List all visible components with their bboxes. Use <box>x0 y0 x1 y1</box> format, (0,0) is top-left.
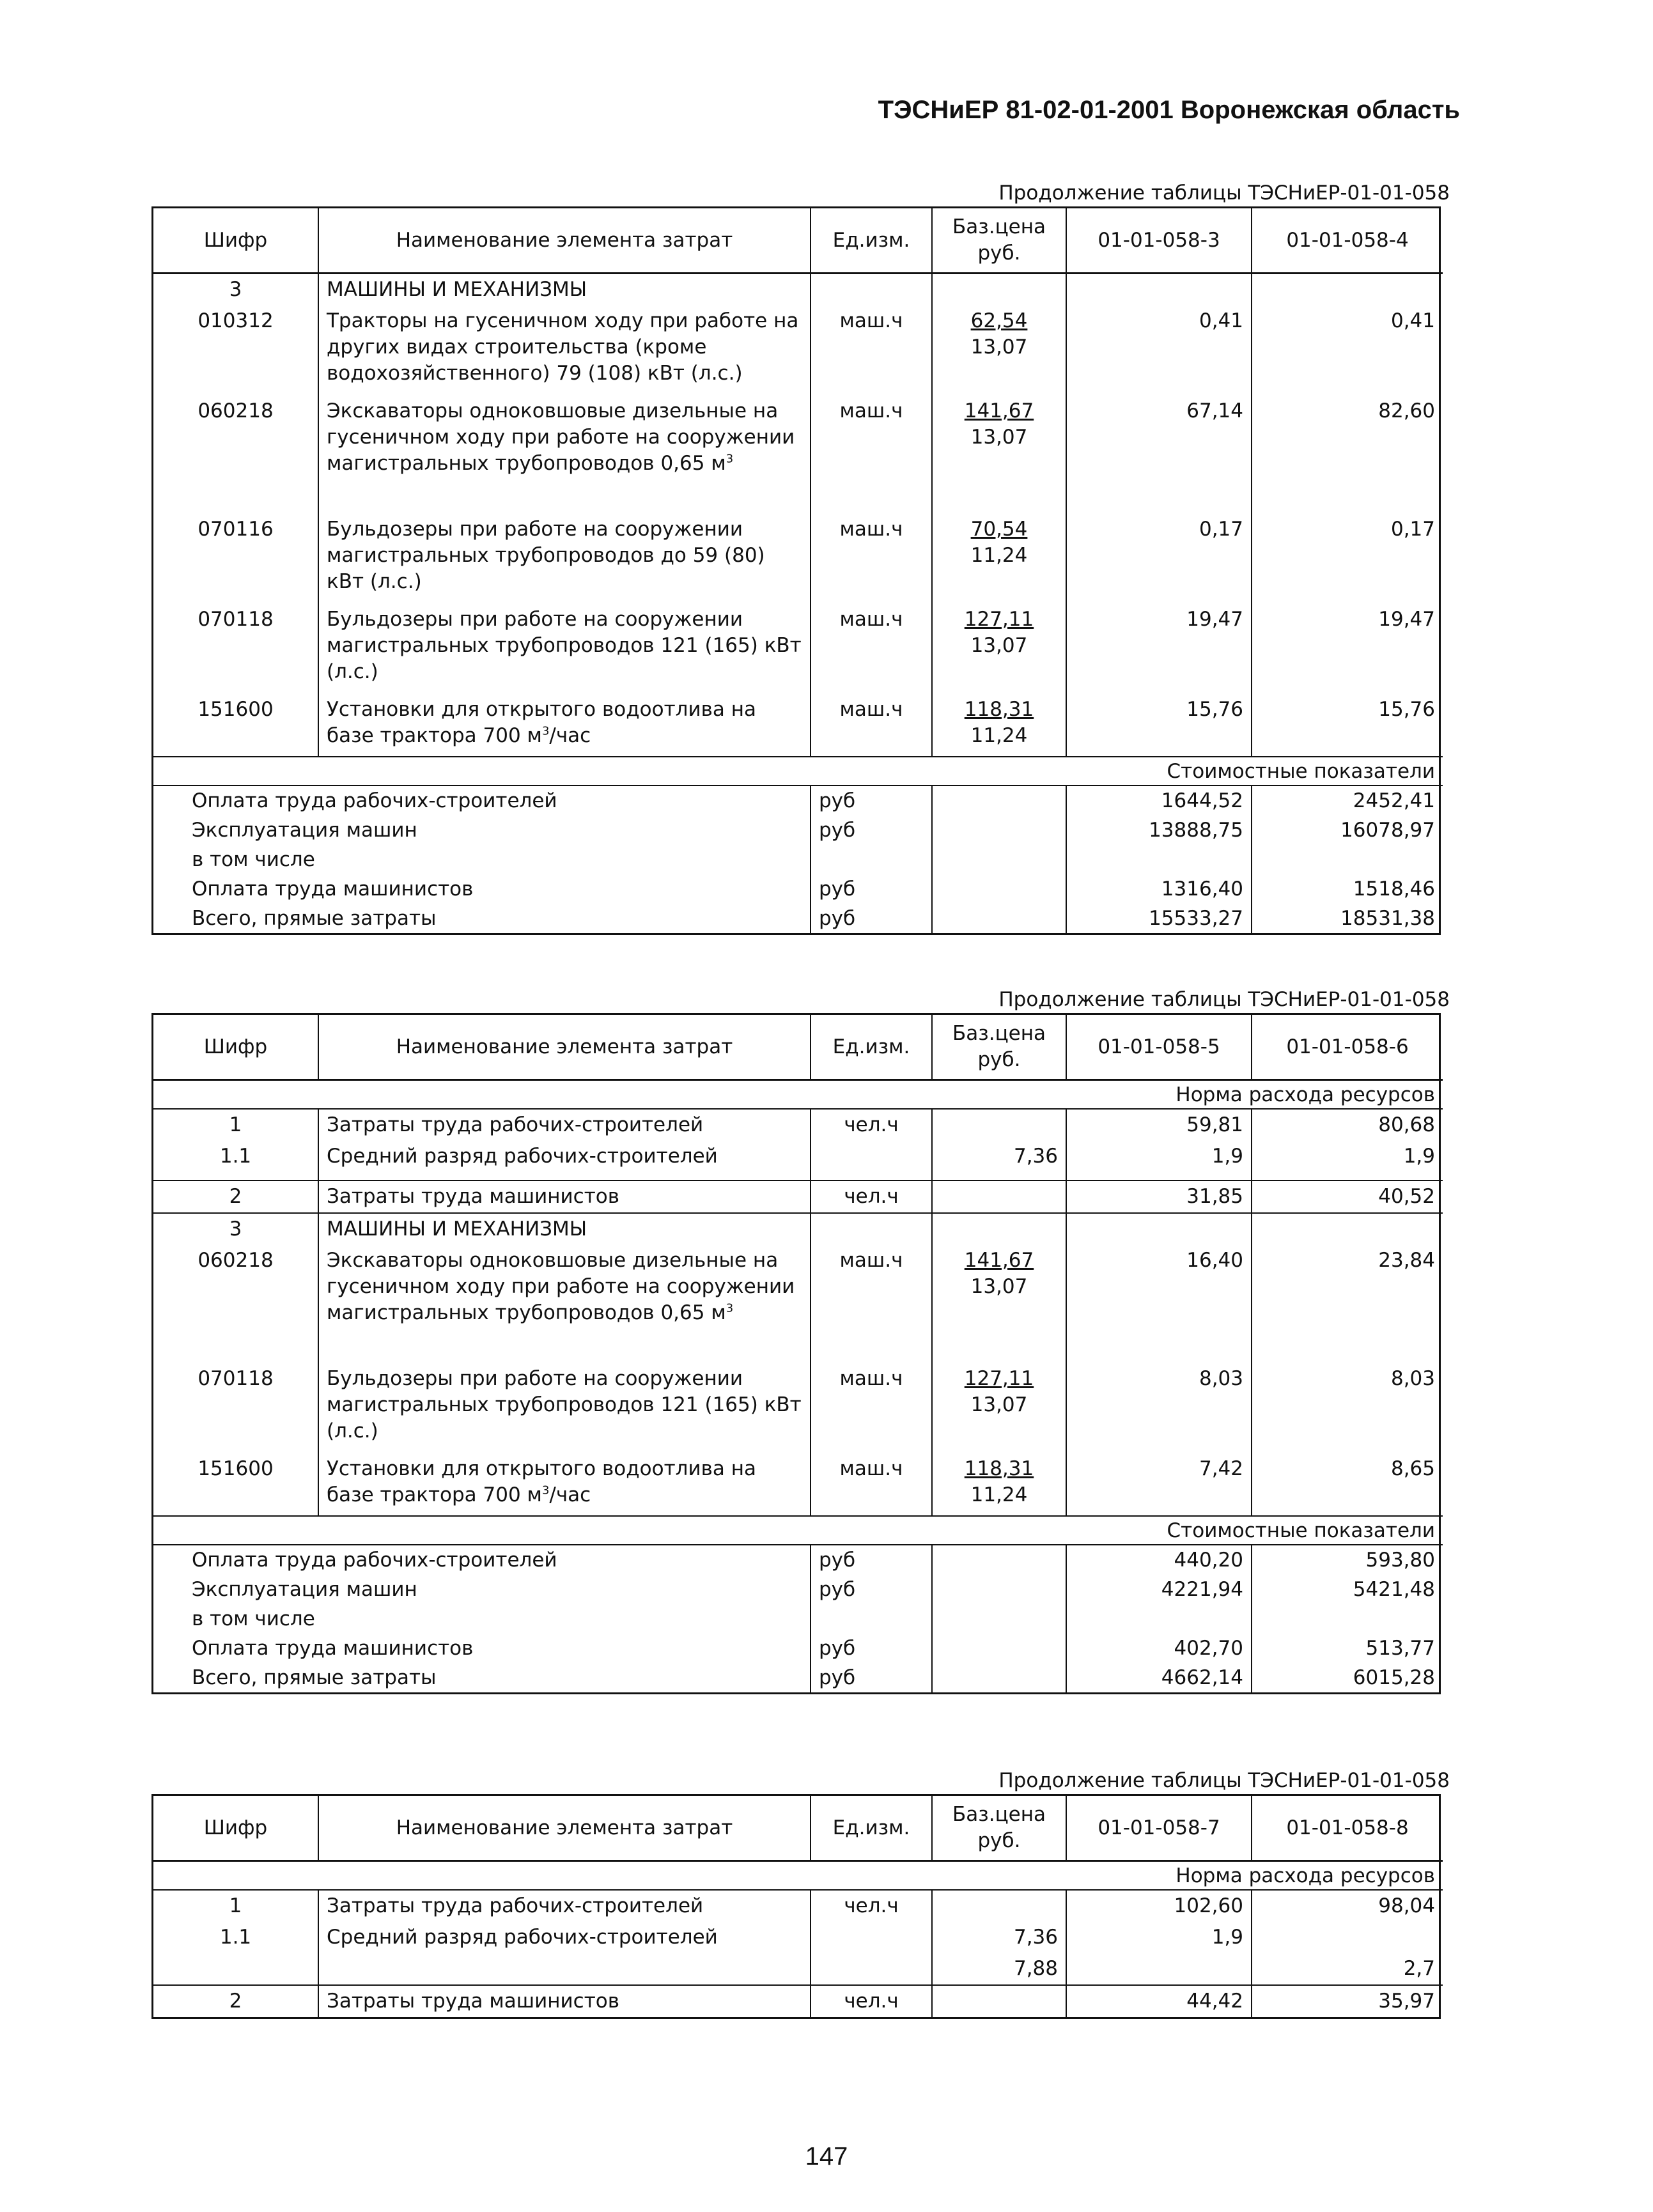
col-b-header: 01-01-058-4 <box>1252 208 1443 274</box>
norm-band-label: Норма расхода ресурсов <box>153 1861 1443 1891</box>
row-price: 7,36 <box>932 1922 1066 1953</box>
row-price: 141,67 13,07 <box>932 396 1066 514</box>
row-value-a: 44,42 <box>1066 1985 1252 2017</box>
summary-unit: руб <box>811 904 932 933</box>
summary-value-b: 18531,38 <box>1252 904 1443 933</box>
row-value-a <box>1066 1953 1252 1985</box>
row-name: Установки для открытого водоотлива на базе трактора 700 $м^3$/час <box>318 1453 811 1516</box>
row-value-b: 23,84 <box>1252 1245 1443 1363</box>
row-value-a: 67,14 <box>1066 396 1252 514</box>
summary-row <box>153 1545 1443 1575</box>
row-value-a: 0,41 <box>1066 306 1252 396</box>
col-code-header: Шифр <box>153 1015 318 1080</box>
row-unit: маш.ч <box>811 396 932 514</box>
col-b-header: 01-01-058-8 <box>1252 1796 1443 1861</box>
section-code: 3 <box>153 1213 318 1245</box>
table-header-row <box>153 1796 1443 1861</box>
summary-value-a: 15533,27 <box>1066 904 1252 933</box>
summary-value-a: 4662,14 <box>1066 1663 1252 1692</box>
summary-unit: руб <box>811 1663 932 1692</box>
row-price: 62,54 13,07 <box>932 306 1066 396</box>
table-row <box>153 1453 1443 1516</box>
row-code: 070118 <box>198 608 274 631</box>
row-unit: чел.ч <box>811 1109 932 1141</box>
summary-value-b: 16078,97 <box>1252 816 1443 845</box>
row-unit: маш.ч <box>811 1363 932 1453</box>
cost-band-row <box>153 757 1443 785</box>
summary-label: в том числе <box>192 848 315 871</box>
col-a-header: 01-01-058-5 <box>1066 1015 1252 1080</box>
summary-value-a: 1316,40 <box>1066 874 1252 904</box>
table-row <box>153 396 1443 514</box>
row-unit <box>811 1953 932 1985</box>
summary-label: Всего, прямые затраты <box>192 1666 437 1689</box>
row-code: 060218 <box>198 1249 274 1272</box>
summary-row <box>153 845 1443 874</box>
table-row <box>153 514 1443 604</box>
row-price: 141,67 13,07 <box>932 1245 1066 1363</box>
summary-row <box>153 874 1443 904</box>
row-value-a: 16,40 <box>1066 1245 1252 1363</box>
row-value-a: 59,81 <box>1066 1109 1252 1141</box>
summary-label: Всего, прямые затраты <box>192 907 437 930</box>
row-name: Установки для открытого водоотлива на базе трактора 700 $м^3$/час <box>318 694 811 757</box>
row-code: 151600 <box>198 1457 274 1480</box>
row-code: 2 <box>153 1985 318 2017</box>
col-price-header: Баз.цена руб. <box>932 1015 1066 1080</box>
row-name: Затраты труда машинистов <box>318 1985 811 2017</box>
row-name: Бульдозеры при работе на сооружении магистральных трубопроводов 121 (165) кВт (л.с.) <box>318 1363 811 1453</box>
row-value-b: 35,97 <box>1252 1985 1443 2017</box>
col-unit-header: Ед.изм. <box>811 1796 932 1861</box>
table-1-caption: Продолжение таблицы ТЭСНиЕР-01-01-058 <box>998 182 1450 205</box>
summary-label: Эксплуатация машин <box>192 819 417 842</box>
row-value-a: 8,03 <box>1066 1363 1252 1453</box>
row-price: 70,54 11,24 <box>932 514 1066 604</box>
row-code: 151600 <box>198 698 274 721</box>
summary-unit: руб <box>811 1634 932 1663</box>
row-price <box>932 1180 1066 1213</box>
table-header-row <box>153 1015 1443 1080</box>
norm-band-row <box>153 1861 1443 1891</box>
col-code-header: Шифр <box>153 208 318 274</box>
summary-label: Оплата труда рабочих-строителей <box>192 1549 557 1572</box>
table-row <box>153 1890 1443 1922</box>
summary-label: Оплата труда машинистов <box>192 878 474 901</box>
col-a-header: 01-01-058-3 <box>1066 208 1252 274</box>
row-price: 118,31 11,24 <box>932 1453 1066 1516</box>
row-price <box>932 1890 1066 1922</box>
col-name-header: Наименование элемента затрат <box>318 1015 811 1080</box>
section-code: 3 <box>229 278 242 301</box>
summary-row <box>153 1575 1443 1604</box>
table-row <box>153 1985 1443 2017</box>
table-row <box>153 1180 1443 1213</box>
row-price <box>932 1109 1066 1141</box>
row-code: 2 <box>153 1180 318 1213</box>
row-value-b: 19,47 <box>1252 604 1443 694</box>
row-value-a: 1,9 <box>1066 1922 1252 1953</box>
page-number: 147 <box>805 2142 848 2170</box>
row-unit: маш.ч <box>811 694 932 757</box>
section-row <box>153 1213 1443 1245</box>
row-name: Экскаваторы одноковшовые дизельные на гусеничном ходу при работе на сооружении магистральных трубопроводов 0,65 $м^3$ <box>318 396 811 514</box>
cost-band-label: Стоимостные показатели <box>153 1516 1443 1545</box>
summary-unit: руб <box>811 785 932 816</box>
summary-row <box>153 785 1443 816</box>
row-value-b <box>1252 1922 1443 1953</box>
row-code: 010312 <box>198 309 274 332</box>
table-row <box>153 1109 1443 1141</box>
row-value-a: 15,76 <box>1066 694 1252 757</box>
table-row <box>153 604 1443 694</box>
summary-label: в том числе <box>192 1607 315 1630</box>
row-value-b: 1,9 <box>1252 1141 1443 1180</box>
section-title: МАШИНЫ И МЕХАНИЗМЫ <box>318 274 811 306</box>
summary-value-b: 593,80 <box>1252 1545 1443 1575</box>
summary-row <box>153 904 1443 933</box>
row-unit: маш.ч <box>811 514 932 604</box>
summary-value-b: 6015,28 <box>1252 1663 1443 1692</box>
row-code: 1.1 <box>219 1926 252 1949</box>
row-value-a: 19,47 <box>1066 604 1252 694</box>
table-row <box>153 306 1443 396</box>
col-unit-header: Ед.изм. <box>811 208 932 274</box>
row-name: Средний разряд рабочих-строителей <box>318 1922 811 1953</box>
row-value-a: 102,60 <box>1066 1890 1252 1922</box>
row-unit: маш.ч <box>811 1245 932 1363</box>
row-value-b: 40,52 <box>1252 1180 1443 1213</box>
row-value-a: 1,9 <box>1066 1141 1252 1180</box>
row-unit: маш.ч <box>811 604 932 694</box>
summary-value-b: 513,77 <box>1252 1634 1443 1663</box>
col-code-header: Шифр <box>153 1796 318 1861</box>
row-unit <box>811 1141 932 1180</box>
row-name <box>318 1953 811 1985</box>
row-price: 7,36 <box>932 1141 1066 1180</box>
row-name: Затраты труда рабочих-строителей <box>318 1109 811 1141</box>
table-row <box>153 1245 1443 1363</box>
row-price: 7,88 <box>932 1953 1066 1985</box>
summary-unit: руб <box>811 874 932 904</box>
row-price <box>932 1985 1066 2017</box>
table-row <box>153 1363 1443 1453</box>
row-unit: чел.ч <box>811 1890 932 1922</box>
section-row <box>153 274 1443 306</box>
summary-value-a: 13888,75 <box>1066 816 1252 845</box>
section-title: МАШИНЫ И МЕХАНИЗМЫ <box>318 1213 811 1245</box>
row-unit: маш.ч <box>811 306 932 396</box>
document-title: ТЭСНиЕР 81-02-01-2001 Воронежская область <box>878 96 1460 124</box>
row-code: 1 <box>229 1894 242 1917</box>
row-code: 070116 <box>198 518 274 541</box>
summary-value-a: 440,20 <box>1066 1545 1252 1575</box>
table-row <box>153 1922 1443 1953</box>
row-name: Тракторы на гусеничном ходу при работе на других видах строительства (кроме водохозяйственного) 79 (108) кВт (л.с.) <box>318 306 811 396</box>
summary-unit: руб <box>811 816 932 845</box>
row-value-b: 2,7 <box>1252 1953 1443 1985</box>
table-3-caption: Продолжение таблицы ТЭСНиЕР-01-01-058 <box>998 1769 1450 1792</box>
summary-value-b: 5421,48 <box>1252 1575 1443 1604</box>
col-price-header: Баз.цена руб. <box>932 208 1066 274</box>
row-code: 070118 <box>198 1367 274 1390</box>
summary-row <box>153 1604 1443 1634</box>
summary-value-a: 4221,94 <box>1066 1575 1252 1604</box>
row-value-b: 8,03 <box>1252 1363 1443 1453</box>
table-row <box>153 1141 1443 1180</box>
row-unit <box>811 1922 932 1953</box>
summary-unit: руб <box>811 1575 932 1604</box>
row-value-b: 0,41 <box>1252 306 1443 396</box>
row-value-a: 7,42 <box>1066 1453 1252 1516</box>
summary-value-b: 2452,41 <box>1252 785 1443 816</box>
summary-row <box>153 1634 1443 1663</box>
row-unit: чел.ч <box>811 1180 932 1213</box>
row-code <box>153 1953 318 1985</box>
table-3 <box>151 1794 1441 2019</box>
row-value-b: 0,17 <box>1252 514 1443 604</box>
norm-band-label: Норма расхода ресурсов <box>153 1080 1443 1110</box>
col-b-header: 01-01-058-6 <box>1252 1015 1443 1080</box>
summary-row <box>153 1663 1443 1692</box>
table-row <box>153 694 1443 757</box>
row-code: 1.1 <box>219 1145 252 1168</box>
table-1 <box>151 206 1441 935</box>
row-code: 1 <box>229 1113 242 1136</box>
summary-value-b: 1518,46 <box>1252 874 1443 904</box>
col-a-header: 01-01-058-7 <box>1066 1796 1252 1861</box>
table-row <box>153 1953 1443 1985</box>
col-name-header: Наименование элемента затрат <box>318 208 811 274</box>
row-code: 060218 <box>198 399 274 422</box>
summary-value-a: 1644,52 <box>1066 785 1252 816</box>
row-value-b: 82,60 <box>1252 396 1443 514</box>
row-name: Бульдозеры при работе на сооружении магистральных трубопроводов 121 (165) кВт (л.с.) <box>318 604 811 694</box>
row-value-b: 8,65 <box>1252 1453 1443 1516</box>
col-name-header: Наименование элемента затрат <box>318 1796 811 1861</box>
summary-label: Эксплуатация машин <box>192 1578 417 1601</box>
row-name: Бульдозеры при работе на сооружении магистральных трубопроводов до 59 (80) кВт (л.с.) <box>318 514 811 604</box>
summary-row <box>153 816 1443 845</box>
row-unit: чел.ч <box>811 1985 932 2017</box>
row-price: 118,31 11,24 <box>932 694 1066 757</box>
summary-unit: руб <box>811 1545 932 1575</box>
row-price: 127,11 13,07 <box>932 604 1066 694</box>
summary-label: Оплата труда рабочих-строителей <box>192 789 557 812</box>
row-name: Средний разряд рабочих-строителей <box>318 1141 811 1180</box>
summary-label: Оплата труда машинистов <box>192 1637 474 1660</box>
row-value-b: 80,68 <box>1252 1109 1443 1141</box>
row-name: Затраты труда машинистов <box>318 1180 811 1213</box>
col-price-header: Баз.цена руб. <box>932 1796 1066 1861</box>
row-price: 127,11 13,07 <box>932 1363 1066 1453</box>
summary-value-a: 402,70 <box>1066 1634 1252 1663</box>
row-value-a: 0,17 <box>1066 514 1252 604</box>
row-unit: маш.ч <box>811 1453 932 1516</box>
row-value-b: 15,76 <box>1252 694 1443 757</box>
row-name: Экскаваторы одноковшовые дизельные на гусеничном ходу при работе на сооружении магистральных трубопроводов 0,65 $м^3$ <box>318 1245 811 1363</box>
cost-band-label: Стоимостные показатели <box>153 757 1443 785</box>
norm-band-row <box>153 1080 1443 1110</box>
row-name: Затраты труда рабочих-строителей <box>318 1890 811 1922</box>
table-2-caption: Продолжение таблицы ТЭСНиЕР-01-01-058 <box>998 988 1450 1011</box>
table-2 <box>151 1013 1441 1694</box>
row-value-b: 98,04 <box>1252 1890 1443 1922</box>
cost-band-row <box>153 1516 1443 1545</box>
table-header-row <box>153 208 1443 274</box>
col-unit-header: Ед.изм. <box>811 1015 932 1080</box>
row-value-a: 31,85 <box>1066 1180 1252 1213</box>
